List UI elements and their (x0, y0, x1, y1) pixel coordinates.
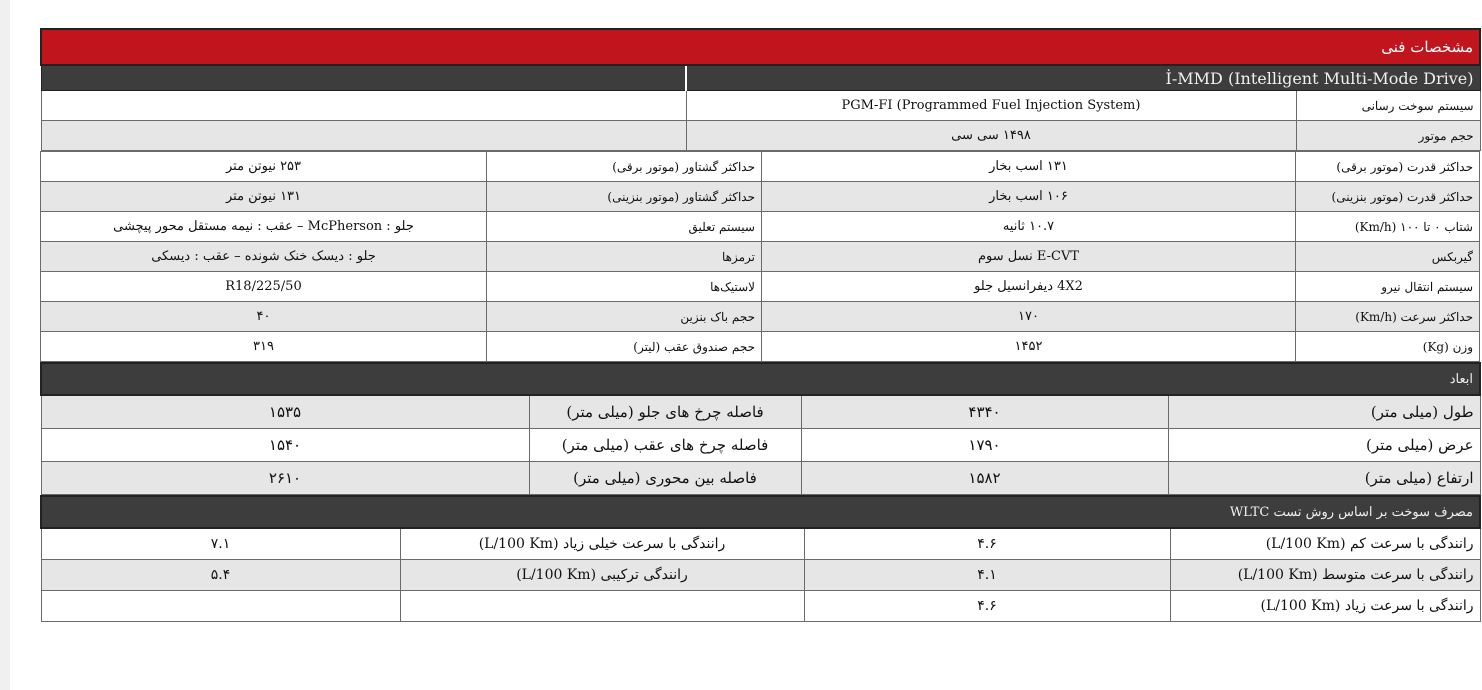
spec-grid (40, 151, 1480, 362)
spec-value: ۱۳۱ اسب بخار (762, 152, 1296, 182)
dimension-label: طول (میلی متر) (1168, 395, 1480, 429)
spec-label: حجم باک بنزین (487, 302, 762, 332)
dimension-label: فاصله بین محوری (میلی متر) (529, 462, 801, 495)
dimension-value: ۱۷۹۰ (801, 429, 1168, 462)
spec-label: ترمزها (487, 242, 762, 272)
dimension-value: ۱۵۸۲ (801, 462, 1168, 495)
engine-type-blank (41, 65, 686, 91)
spec-value: E-CVT نسل سوم (762, 242, 1296, 272)
dimension-value: ۴۳۴۰ (801, 395, 1168, 429)
fuel-system-value: PGM-FI (Programmed Fuel Injection System) (686, 91, 1296, 121)
dimension-label: ارتفاع (میلی متر) (1168, 462, 1480, 495)
dimensions-heading: ابعاد (41, 363, 1480, 395)
scrollbar-track[interactable] (0, 0, 10, 690)
fuel-label: رانندگی با سرعت متوسط (L/100 Km) (1170, 560, 1480, 591)
spec-value: ۱۴۵۲ (762, 332, 1296, 362)
dimension-label: عرض (میلی متر) (1168, 429, 1480, 462)
spec-value: ۲۵۳ نیوتن متر (41, 152, 487, 182)
fuel-heading: مصرف سوخت بر اساس روش تست WLTC (41, 496, 1480, 528)
engine-type: İ-MMD (Intelligent Multi-Mode Drive) (686, 65, 1480, 91)
fuel-system-label: سیستم سوخت رسانی (1296, 91, 1480, 121)
fuel-value: ۴.۱ (804, 560, 1170, 591)
fuel-label: رانندگی با سرعت زیاد (L/100 Km) (1170, 591, 1480, 622)
dimension-value: ۲۶۱۰ (41, 462, 529, 495)
dimension-value: ۱۵۳۵ (41, 395, 529, 429)
empty-cell (41, 121, 686, 151)
spec-label: لاستیک‌ها (487, 272, 762, 302)
spec-label: حداکثر قدرت (موتور بنزینی) (1296, 182, 1480, 212)
fuel-table (40, 495, 1481, 622)
dimension-label: فاصله چرخ های جلو (میلی متر) (529, 395, 801, 429)
spec-value: 4X2 دیفرانسیل جلو (762, 272, 1296, 302)
spec-value: ۴۰ (41, 302, 487, 332)
spec-value: جلو : دیسک خنک شونده – عقب : دیسکی (41, 242, 487, 272)
fuel-value (41, 591, 400, 622)
spec-table (40, 28, 1481, 151)
spec-label: وزن (Kg) (1296, 332, 1480, 362)
spec-label: گیربکس (1296, 242, 1480, 272)
fuel-value: ۴.۶ (804, 591, 1170, 622)
spec-value: جلو : McPherson – عقب : نیمه مستقل محور پیچشی (41, 212, 487, 242)
empty-cell (41, 91, 686, 121)
spec-label: حداکثر سرعت (Km/h) (1296, 302, 1480, 332)
displacement-value: ۱۴۹۸ سی سی (686, 121, 1296, 151)
fuel-label (400, 591, 804, 622)
fuel-value: ۴.۶ (804, 528, 1170, 560)
spec-value: ۱۰۶ اسب بخار (762, 182, 1296, 212)
dimension-label: فاصله چرخ های عقب (میلی متر) (529, 429, 801, 462)
spec-label: حداکثر گشتاور (موتور برقی) (487, 152, 762, 182)
fuel-label: رانندگی ترکیبی (L/100 Km) (400, 560, 804, 591)
spec-value: 225/50/R18 (41, 272, 487, 302)
spec-value: ۳۱۹ (41, 332, 487, 362)
fuel-label: رانندگی با سرعت کم (L/100 Km) (1170, 528, 1480, 560)
spec-label: سیستم تعلیق (487, 212, 762, 242)
page-title: مشخصات فنی (41, 29, 1480, 65)
displacement-label: حجم موتور (1296, 121, 1480, 151)
spec-value: ۱۷۰ (762, 302, 1296, 332)
spec-value: ۱۳۱ نیوتن متر (41, 182, 487, 212)
dimensions-table (40, 362, 1481, 495)
spec-sheet (40, 28, 1479, 622)
fuel-value: ۵.۴ (41, 560, 400, 591)
spec-value: ۱۰.۷ ثانیه (762, 212, 1296, 242)
fuel-value: ۷.۱ (41, 528, 400, 560)
spec-label: سیستم انتقال نیرو (1296, 272, 1480, 302)
spec-label: حداکثر گشتاور (موتور بنزینی) (487, 182, 762, 212)
spec-label: شتاب ۰ تا ۱۰۰ (Km/h) (1296, 212, 1480, 242)
fuel-label: رانندگی با سرعت خیلی زیاد (L/100 Km) (400, 528, 804, 560)
dimension-value: ۱۵۴۰ (41, 429, 529, 462)
spec-label: حداکثر قدرت (موتور برقی) (1296, 152, 1480, 182)
spec-label: حجم صندوق عقب (لیتر) (487, 332, 762, 362)
